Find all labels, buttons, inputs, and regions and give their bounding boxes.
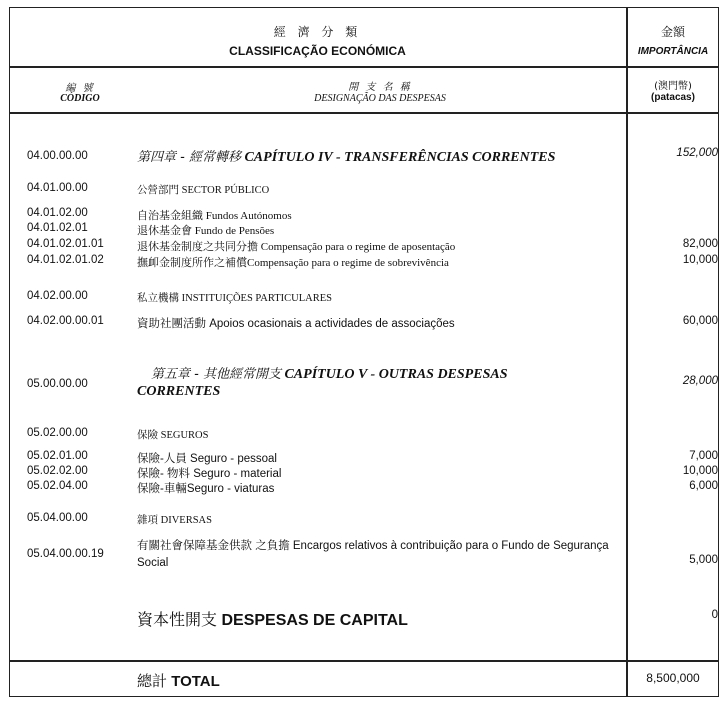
row-amount: 7,000 [689, 450, 718, 462]
total-label [137, 670, 220, 691]
header-code-pt: CÓDIGO [60, 93, 100, 104]
row-amount: 6,000 [689, 480, 718, 492]
row-desc: 保險-車輛Seguro - viaturas [137, 483, 275, 495]
total-label-pt: TOTAL [171, 673, 220, 690]
total-divider [9, 660, 719, 662]
table-row [0, 182, 726, 196]
row-code: 05.04.00.00 [27, 512, 88, 524]
capital-title-zh: 資本性開支 [137, 610, 218, 629]
table-row [0, 315, 726, 329]
header-code-zh: 編 號 [65, 83, 95, 94]
row-code: 04.02.00.00.01 [27, 315, 104, 327]
table-row [0, 147, 726, 165]
row-amount: 28,000 [682, 375, 718, 387]
row-code: 05.04.00.00.19 [27, 548, 104, 560]
header-divider [9, 66, 719, 68]
row-code: 04.01.02.01 [27, 222, 88, 234]
capital-row [0, 609, 726, 623]
row-desc: 資助社團活動 Apoios ocasionais a actividades de associações [137, 318, 455, 330]
row-code: 04.00.00.00 [27, 150, 88, 162]
row-code: 05.02.04.00 [27, 480, 88, 492]
row-code: 05.02.00.00 [27, 427, 88, 439]
row-desc: 退休基金制度之共同分擔 Compensação para o regime de aposentação [137, 241, 456, 253]
row-desc: 保險- 物料 Seguro - material [137, 468, 282, 480]
header-amount-pt: IMPORTÂNCIA [637, 46, 709, 57]
header-desig-zh: 開 支 名 稱 [348, 82, 412, 93]
row-desc: 私立機構 INSTITUIÇÕES PARTICULARES [137, 293, 332, 304]
row-desc: 保險 SEGUROS [137, 430, 209, 441]
chapter-title-zh: 第五章 - 其他經常開支 [151, 367, 281, 382]
header-desig-pt: DESIGNAÇÃO DAS DESPESAS [314, 93, 446, 104]
row-desc: 有關社會保障基金供款 之負擔 Encargos relativos à contribuição para o Fundo de Segurança Social [137, 540, 609, 569]
chapter-title-pt: CAPÍTULO IV - TRANSFERÊNCIAS CORRENTES [244, 150, 556, 165]
row-code: 04.01.00.00 [27, 182, 88, 194]
row-desc: 公營部門 SECTOR PÚBLICO [137, 185, 270, 196]
subheader-divider [9, 112, 719, 114]
row-code: 04.02.00.00 [27, 290, 88, 302]
row-amount: 152,000 [676, 147, 718, 159]
chapter-title-pt: CAPÍTULO V - OUTRAS DESPESAS CORRENTES [137, 367, 508, 399]
row-desc: 退休基金會 Fundo de Pensões [137, 225, 275, 237]
table-row [0, 254, 726, 268]
total-label-zh: 總計 [137, 672, 168, 690]
table-row [0, 427, 726, 441]
total-amount: 8,500,000 [646, 671, 700, 685]
table-row [0, 512, 726, 526]
header-class-zh: 經 濟 分 類 [273, 25, 362, 39]
row-code: 05.00.00.00 [27, 378, 88, 390]
row-code: 04.01.02.01.02 [27, 254, 104, 266]
chapter-title [137, 366, 577, 400]
table-frame [9, 7, 719, 697]
row-desc: 保險-人員 Seguro - pessoal [137, 453, 277, 465]
table-row [0, 207, 726, 221]
row-amount: 82,000 [682, 238, 718, 250]
table-row [0, 222, 726, 236]
table-row [0, 554, 726, 568]
capital-title-pt: DESPESAS DE CAPITAL [221, 612, 408, 629]
row-amount: 10,000 [682, 254, 718, 266]
header-currency-pt: (patacas) [651, 92, 695, 103]
chapter-title [137, 146, 555, 166]
table-row [0, 450, 726, 464]
row-desc: 雜項 DIVERSAS [137, 515, 212, 526]
row-amount: 5,000 [689, 554, 718, 566]
row-code: 04.01.02.01.01 [27, 238, 104, 250]
header-currency-zh: (澳門幣) [654, 81, 692, 92]
row-code: 05.02.02.00 [27, 465, 88, 477]
chapter-title-zh: 第四章 - 經常轉移 [137, 150, 241, 165]
table-row [0, 465, 726, 479]
column-divider [626, 7, 628, 697]
row-desc: 撫卹金制度所作之補償Compensação para o regime de sobrevivência [137, 257, 449, 269]
row-amount: 60,000 [682, 315, 718, 327]
capital-amount: 0 [711, 609, 718, 621]
table-row [0, 238, 726, 252]
row-desc: 自治基金組織 Fundos Autónomos [137, 210, 292, 222]
row-code: 05.02.01.00 [27, 450, 88, 462]
row-code: 04.01.02.00 [27, 207, 88, 219]
row-amount: 10,000 [682, 465, 718, 477]
table-row [0, 290, 726, 304]
header-class-pt: CLASSIFICAÇÃO ECONÓMICA [229, 44, 406, 58]
table-row [0, 480, 726, 494]
header-amount-zh: 金額 [660, 25, 685, 39]
